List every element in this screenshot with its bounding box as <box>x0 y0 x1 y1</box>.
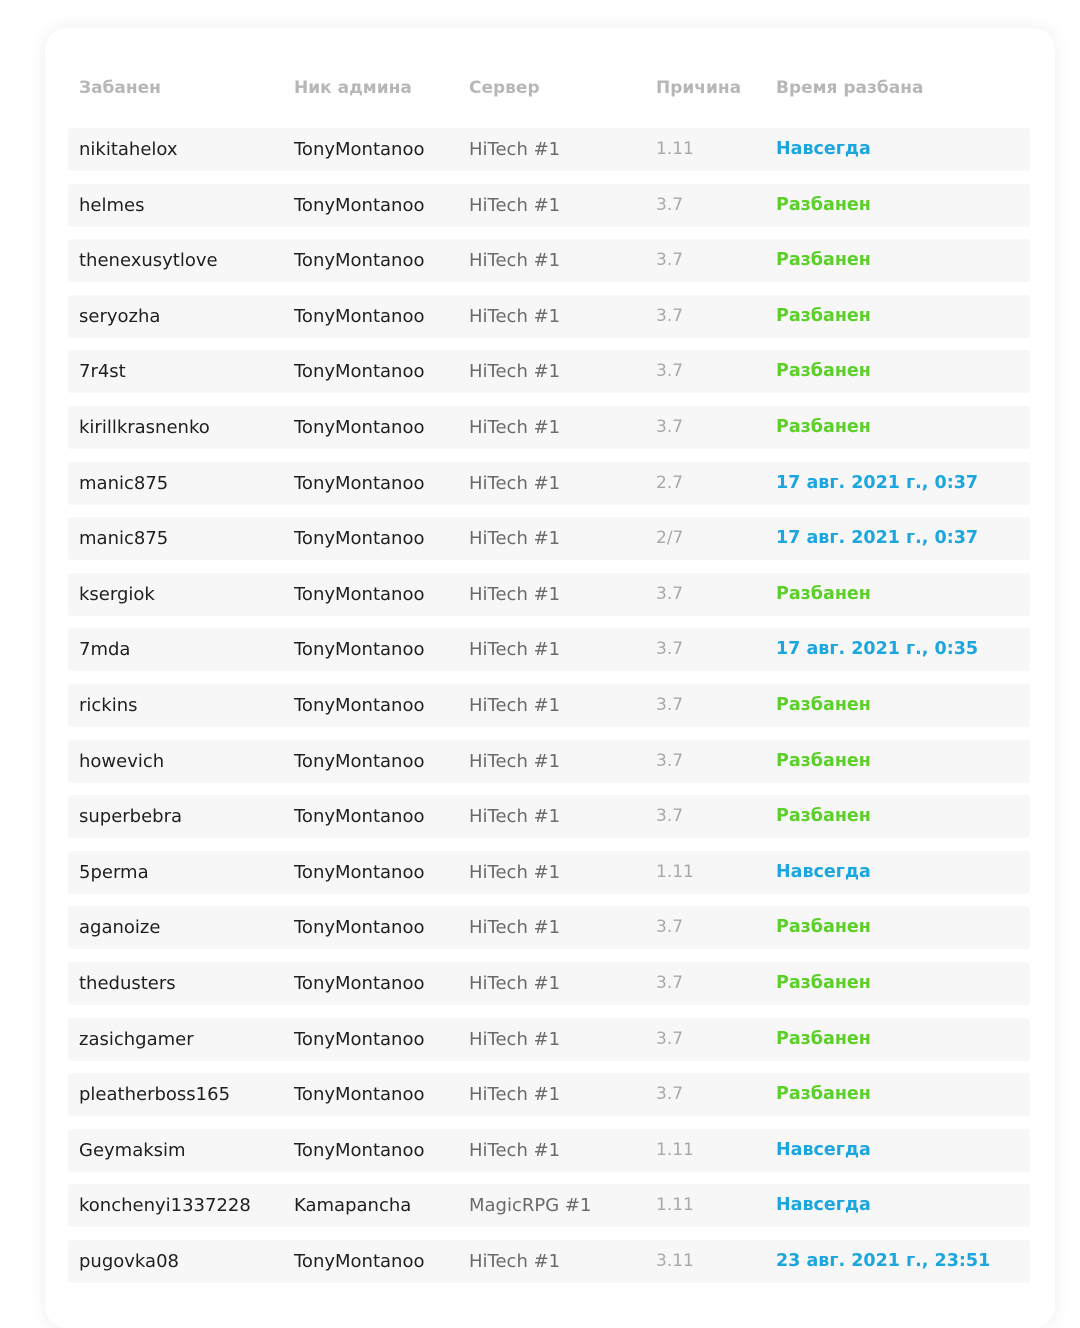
admin-nick-cell[interactable]: TonyMontanoo <box>294 972 425 994</box>
server-cell: HiTech #1 <box>469 1250 561 1272</box>
server-cell: HiTech #1 <box>469 861 561 883</box>
unban-time-cell: Разбанен <box>776 305 871 326</box>
reason-cell: 3.7 <box>656 694 684 715</box>
table-row[interactable] <box>68 517 1030 560</box>
reason-cell: 1.11 <box>656 1139 694 1160</box>
unban-time-cell: Разбанен <box>776 972 871 993</box>
server-cell: HiTech #1 <box>469 639 561 661</box>
header-reason[interactable]: Причина <box>656 78 742 98</box>
unban-time-cell: 17 авг. 2021 г., 0:37 <box>776 528 979 549</box>
bans-card <box>45 28 1055 1328</box>
header-unban-time[interactable]: Время разбана <box>776 78 924 98</box>
reason-cell: 3.7 <box>656 583 684 604</box>
admin-nick-cell[interactable]: TonyMontanoo <box>294 583 425 605</box>
banned-user-cell[interactable]: seryozha <box>79 305 161 327</box>
table-row[interactable] <box>68 406 1030 449</box>
unban-time-cell: Навсегда <box>776 861 871 882</box>
banned-user-cell[interactable]: manic875 <box>79 528 169 550</box>
reason-cell: 1.11 <box>656 861 694 882</box>
header-admin[interactable]: Ник админа <box>294 78 412 98</box>
table-row[interactable] <box>68 628 1030 671</box>
banned-user-cell[interactable]: manic875 <box>79 472 169 494</box>
unban-time-cell: Разбанен <box>776 1028 871 1049</box>
admin-nick-cell[interactable]: TonyMontanoo <box>294 694 425 716</box>
banned-user-cell[interactable]: aganoize <box>79 917 161 939</box>
unban-time-cell: Разбанен <box>776 750 871 771</box>
reason-cell: 3.7 <box>656 416 684 437</box>
banned-user-cell[interactable]: konchenyi1337228 <box>79 1195 251 1217</box>
reason-cell: 3.7 <box>656 361 684 382</box>
table-header <box>68 28 1030 128</box>
unban-time-cell: Разбанен <box>776 194 871 215</box>
admin-nick-cell[interactable]: TonyMontanoo <box>294 1250 425 1272</box>
table-row[interactable] <box>68 1018 1030 1061</box>
server-cell: HiTech #1 <box>469 1139 561 1161</box>
admin-nick-cell[interactable]: TonyMontanoo <box>294 305 425 327</box>
banned-user-cell[interactable]: 5perma <box>79 861 149 883</box>
banned-user-cell[interactable]: thenexusytlove <box>79 250 218 272</box>
admin-nick-cell[interactable]: TonyMontanoo <box>294 1139 425 1161</box>
unban-time-cell: 17 авг. 2021 г., 0:35 <box>776 639 979 660</box>
banned-user-cell[interactable]: pugovka08 <box>79 1250 179 1272</box>
admin-nick-cell[interactable]: TonyMontanoo <box>294 806 425 828</box>
unban-time-cell: Разбанен <box>776 416 871 437</box>
unban-time-cell: Разбанен <box>776 361 871 382</box>
banned-user-cell[interactable]: ksergiok <box>79 583 155 605</box>
unban-time-cell: Разбанен <box>776 806 871 827</box>
server-cell: HiTech #1 <box>469 972 561 994</box>
table-body <box>68 128 1030 1283</box>
table-row[interactable] <box>68 740 1030 783</box>
reason-cell: 3.7 <box>656 917 684 938</box>
admin-nick-cell[interactable]: TonyMontanoo <box>294 416 425 438</box>
admin-nick-cell[interactable]: TonyMontanoo <box>294 361 425 383</box>
table-row[interactable] <box>68 184 1030 227</box>
banned-user-cell[interactable]: rickins <box>79 694 138 716</box>
unban-time-cell: Разбанен <box>776 917 871 938</box>
reason-cell: 3.7 <box>656 1028 684 1049</box>
server-cell: HiTech #1 <box>469 416 561 438</box>
table-row[interactable] <box>68 462 1030 505</box>
unban-time-cell: Разбанен <box>776 583 871 604</box>
admin-nick-cell[interactable]: TonyMontanoo <box>294 472 425 494</box>
header-server[interactable]: Сервер <box>469 78 540 98</box>
table-row[interactable] <box>68 851 1030 894</box>
unban-time-cell: 17 авг. 2021 г., 0:37 <box>776 472 979 493</box>
server-cell: HiTech #1 <box>469 139 561 160</box>
admin-nick-cell[interactable]: TonyMontanoo <box>294 639 425 661</box>
banned-user-cell[interactable]: nikitahelox <box>79 139 178 160</box>
header-banned[interactable]: Забанен <box>79 78 161 98</box>
bans-table <box>68 28 1030 1295</box>
unban-time-cell: 23 авг. 2021 г., 23:51 <box>776 1250 991 1271</box>
table-row[interactable] <box>68 295 1030 338</box>
reason-cell: 3.7 <box>656 750 684 771</box>
table-row[interactable] <box>68 962 1030 1005</box>
banned-user-cell[interactable]: 7r4st <box>79 361 126 383</box>
server-cell: MagicRPG #1 <box>469 1195 592 1217</box>
server-cell: HiTech #1 <box>469 750 561 772</box>
server-cell: HiTech #1 <box>469 1028 561 1050</box>
table-row[interactable] <box>68 1073 1030 1116</box>
banned-user-cell[interactable]: pleatherboss165 <box>79 1084 231 1106</box>
admin-nick-cell[interactable]: TonyMontanoo <box>294 1084 425 1106</box>
reason-cell: 2/7 <box>656 528 684 549</box>
reason-cell: 3.7 <box>656 972 684 993</box>
banned-user-cell[interactable]: zasichgamer <box>79 1028 194 1050</box>
reason-cell: 3.7 <box>656 250 684 271</box>
admin-nick-cell[interactable]: TonyMontanoo <box>294 861 425 883</box>
reason-cell: 1.11 <box>656 1195 694 1216</box>
reason-cell: 3.7 <box>656 194 684 215</box>
reason-cell: 1.11 <box>656 139 694 159</box>
reason-cell: 3.11 <box>656 1250 694 1271</box>
server-cell: HiTech #1 <box>469 361 561 383</box>
admin-nick-cell[interactable]: TonyMontanoo <box>294 194 425 216</box>
admin-nick-cell[interactable]: TonyMontanoo <box>294 250 425 272</box>
table-row[interactable] <box>68 1184 1030 1227</box>
server-cell: HiTech #1 <box>469 694 561 716</box>
unban-time-cell: Навсегда <box>776 1195 871 1216</box>
banned-user-cell[interactable]: kirillkrasnenko <box>79 416 210 438</box>
banned-user-cell[interactable]: Geymaksim <box>79 1139 186 1161</box>
server-cell: HiTech #1 <box>469 806 561 828</box>
admin-nick-cell[interactable]: TonyMontanoo <box>294 917 425 939</box>
server-cell: HiTech #1 <box>469 1084 561 1106</box>
server-cell: HiTech #1 <box>469 917 561 939</box>
table-row[interactable] <box>68 573 1030 616</box>
banned-user-cell[interactable]: 7mda <box>79 639 131 661</box>
reason-cell: 3.7 <box>656 806 684 827</box>
table-row[interactable] <box>68 350 1030 393</box>
banned-user-cell[interactable]: helmes <box>79 194 145 216</box>
table-row[interactable] <box>68 239 1030 282</box>
table-row[interactable] <box>68 684 1030 727</box>
table-row[interactable] <box>68 1129 1030 1172</box>
banned-user-cell[interactable]: thedusters <box>79 972 176 994</box>
server-cell: HiTech #1 <box>469 250 561 272</box>
banned-user-cell[interactable]: howevich <box>79 750 165 772</box>
unban-time-cell: Разбанен <box>776 1084 871 1105</box>
reason-cell: 3.7 <box>656 639 684 660</box>
unban-time-cell: Разбанен <box>776 694 871 715</box>
banned-user-cell[interactable]: superbebra <box>79 806 183 828</box>
table-row[interactable] <box>68 1240 1030 1283</box>
server-cell: HiTech #1 <box>469 583 561 605</box>
server-cell: HiTech #1 <box>469 472 561 494</box>
server-cell: HiTech #1 <box>469 305 561 327</box>
unban-time-cell: Навсегда <box>776 139 871 159</box>
admin-nick-cell[interactable]: Kamapancha <box>294 1195 412 1217</box>
admin-nick-cell[interactable]: TonyMontanoo <box>294 1028 425 1050</box>
reason-cell: 3.7 <box>656 305 684 326</box>
admin-nick-cell[interactable]: TonyMontanoo <box>294 750 425 772</box>
server-cell: HiTech #1 <box>469 194 561 216</box>
table-row[interactable] <box>68 906 1030 949</box>
table-row[interactable] <box>68 128 1030 171</box>
reason-cell: 2.7 <box>656 472 684 493</box>
table-row[interactable] <box>68 795 1030 838</box>
server-cell: HiTech #1 <box>469 528 561 550</box>
reason-cell: 3.7 <box>656 1084 684 1105</box>
unban-time-cell: Навсегда <box>776 1139 871 1160</box>
unban-time-cell: Разбанен <box>776 250 871 271</box>
admin-nick-cell[interactable]: TonyMontanoo <box>294 528 425 550</box>
admin-nick-cell[interactable]: TonyMontanoo <box>294 139 425 160</box>
